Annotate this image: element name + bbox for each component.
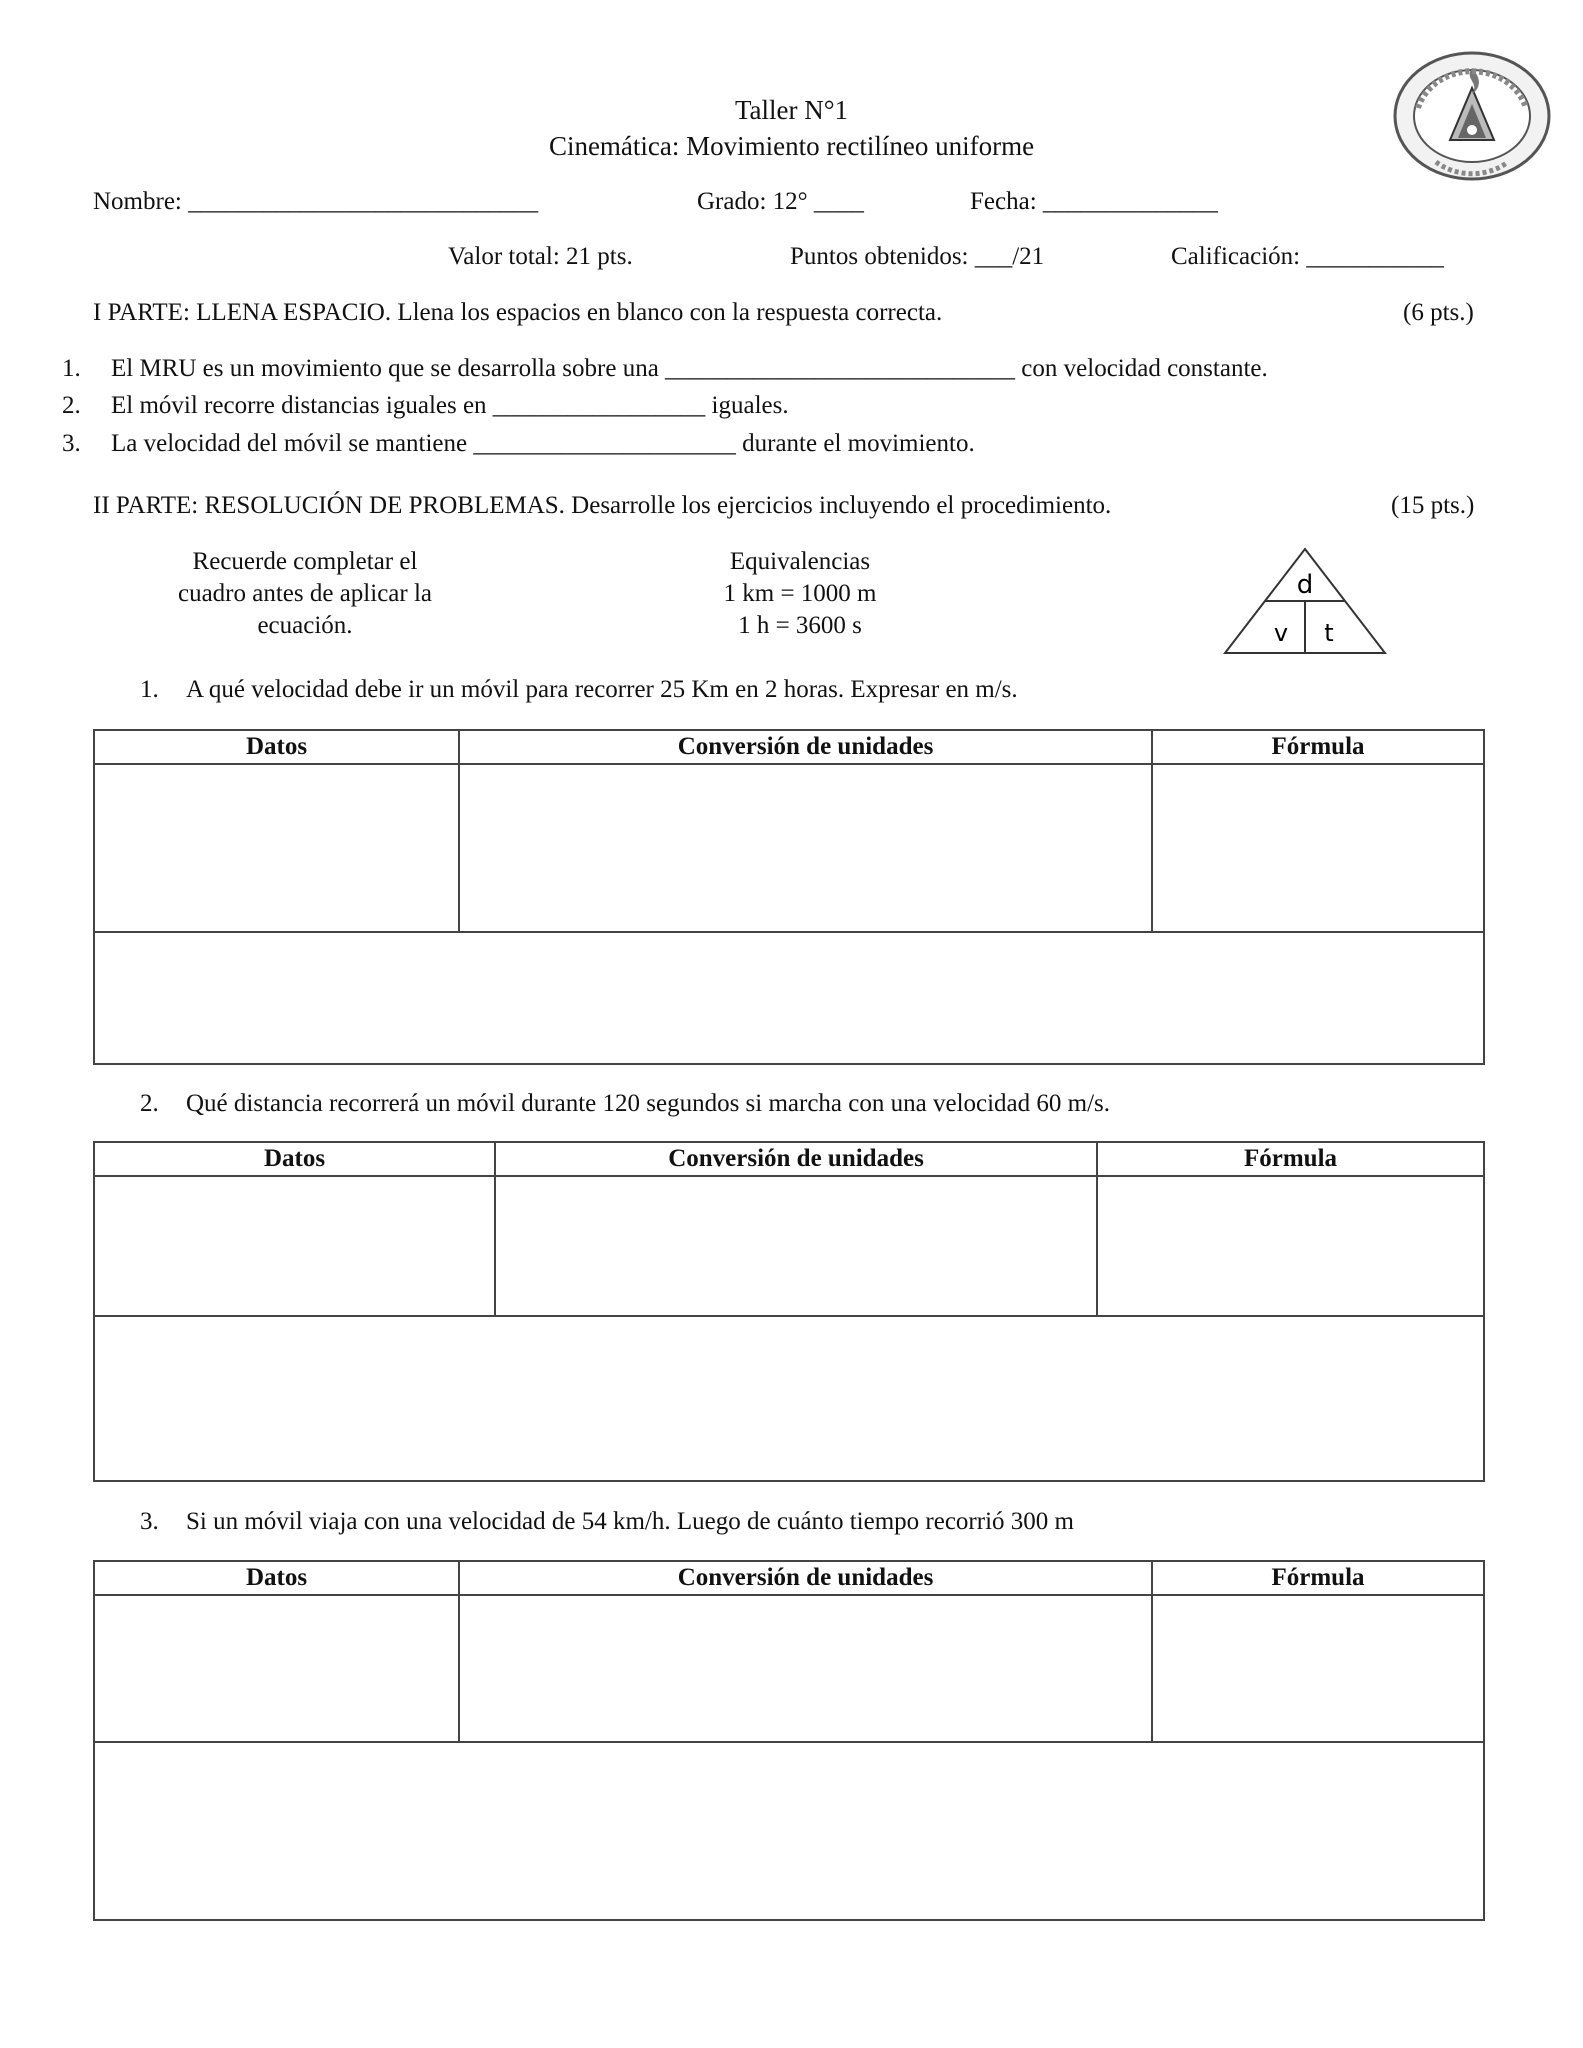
grade-field[interactable]: Grado: 12° ____ bbox=[697, 188, 864, 215]
work-area-cell[interactable] bbox=[94, 932, 1484, 1064]
conversion-header: Conversión de unidades bbox=[459, 1561, 1152, 1595]
part2-points: (15 pts.) bbox=[1391, 492, 1475, 519]
triangle-v-label: v bbox=[1273, 619, 1289, 647]
reminder-line: Recuerde completar el bbox=[192, 548, 418, 575]
problem-3-text: Si un móvil viaja con una velocidad de 54 km/h. Luego de cuánto tiempo recorrió 300 m bbox=[186, 1508, 1074, 1535]
work-area-cell[interactable] bbox=[94, 1742, 1484, 1920]
equivalence-km: 1 km = 1000 m bbox=[723, 580, 877, 607]
conversion-cell[interactable] bbox=[495, 1176, 1097, 1316]
date-field[interactable]: Fecha: ______________ bbox=[970, 188, 1218, 215]
datos-header: Datos bbox=[94, 1561, 459, 1595]
part2-heading: II PARTE: RESOLUCIÓN DE PROBLEMAS. Desarrolle los ejercicios incluyendo el procedimiento. bbox=[93, 492, 1112, 519]
triangle-d-label: d bbox=[1296, 570, 1314, 600]
name-field[interactable]: Nombre: ____________________________ bbox=[93, 188, 539, 215]
equivalences-title: Equivalencias bbox=[729, 548, 871, 575]
conversion-header: Conversión de unidades bbox=[495, 1142, 1097, 1176]
part1-item-3-num: 3. bbox=[62, 430, 81, 457]
total-value: Valor total: 21 pts. bbox=[448, 243, 633, 270]
worksheet-subtitle: Cinemática: Movimiento rectilíneo uniforme bbox=[548, 131, 1035, 161]
points-obtained-field[interactable]: Puntos obtenidos: ___/21 bbox=[790, 243, 1045, 270]
formula-header: Fórmula bbox=[1152, 1561, 1484, 1595]
formula-cell[interactable] bbox=[1152, 764, 1484, 932]
part1-heading: I PARTE: LLENA ESPACIO. Llena los espacios en blanco con la respuesta correcta. bbox=[93, 299, 943, 326]
triangle-t-label: t bbox=[1324, 619, 1334, 647]
problem-1-text: A qué velocidad debe ir un móvil para recorrer 25 Km en 2 horas. Expresar en m/s. bbox=[186, 676, 1018, 703]
problem-3-num: 3. bbox=[140, 1508, 159, 1535]
grade-result-field[interactable]: Calificación: ___________ bbox=[1171, 243, 1444, 270]
conversion-cell[interactable] bbox=[459, 1595, 1152, 1742]
problem-1-table bbox=[93, 729, 1485, 1065]
part1-item-2[interactable]: El móvil recorre distancias iguales en _________________ iguales. bbox=[111, 392, 789, 419]
datos-header: Datos bbox=[94, 730, 459, 764]
problem-2-num: 2. bbox=[140, 1090, 159, 1117]
formula-header: Fórmula bbox=[1097, 1142, 1484, 1176]
equivalence-h: 1 h = 3600 s bbox=[738, 612, 862, 639]
formula-cell[interactable] bbox=[1097, 1176, 1484, 1316]
problem-1-num: 1. bbox=[140, 676, 159, 703]
part1-item-2-num: 2. bbox=[62, 392, 81, 419]
work-area-cell[interactable] bbox=[94, 1316, 1484, 1481]
dvt-triangle-diagram bbox=[1223, 547, 1387, 657]
datos-cell[interactable] bbox=[94, 764, 459, 932]
reminder-note bbox=[140, 546, 470, 642]
part1-item-1-num: 1. bbox=[62, 355, 81, 382]
formula-header: Fórmula bbox=[1152, 730, 1484, 764]
part1-item-1[interactable]: El MRU es un movimiento que se desarrolla sobre una ____________________________ con velocidad constante. bbox=[111, 355, 1268, 382]
datos-cell[interactable] bbox=[94, 1176, 495, 1316]
formula-cell[interactable] bbox=[1152, 1595, 1484, 1742]
datos-header: Datos bbox=[94, 1142, 495, 1176]
problem-2-text: Qué distancia recorrerá un móvil durante 120 segundos si marcha con una velocidad 60 m/s. bbox=[186, 1090, 1111, 1117]
conversion-cell[interactable] bbox=[459, 764, 1152, 932]
problem-3-table bbox=[93, 1560, 1485, 1921]
equivalences-box bbox=[650, 546, 950, 642]
reminder-line: cuadro antes de aplicar la bbox=[177, 580, 433, 607]
problem-2-table bbox=[93, 1141, 1485, 1482]
datos-cell[interactable] bbox=[94, 1595, 459, 1742]
part1-points: (6 pts.) bbox=[1403, 299, 1474, 326]
school-seal-icon bbox=[1392, 50, 1552, 182]
reminder-line: ecuación. bbox=[257, 612, 353, 639]
part1-item-3[interactable]: La velocidad del móvil se mantiene _____________________ durante el movimiento. bbox=[111, 430, 975, 457]
worksheet-title: Taller N°1 bbox=[734, 95, 849, 125]
conversion-header: Conversión de unidades bbox=[459, 730, 1152, 764]
